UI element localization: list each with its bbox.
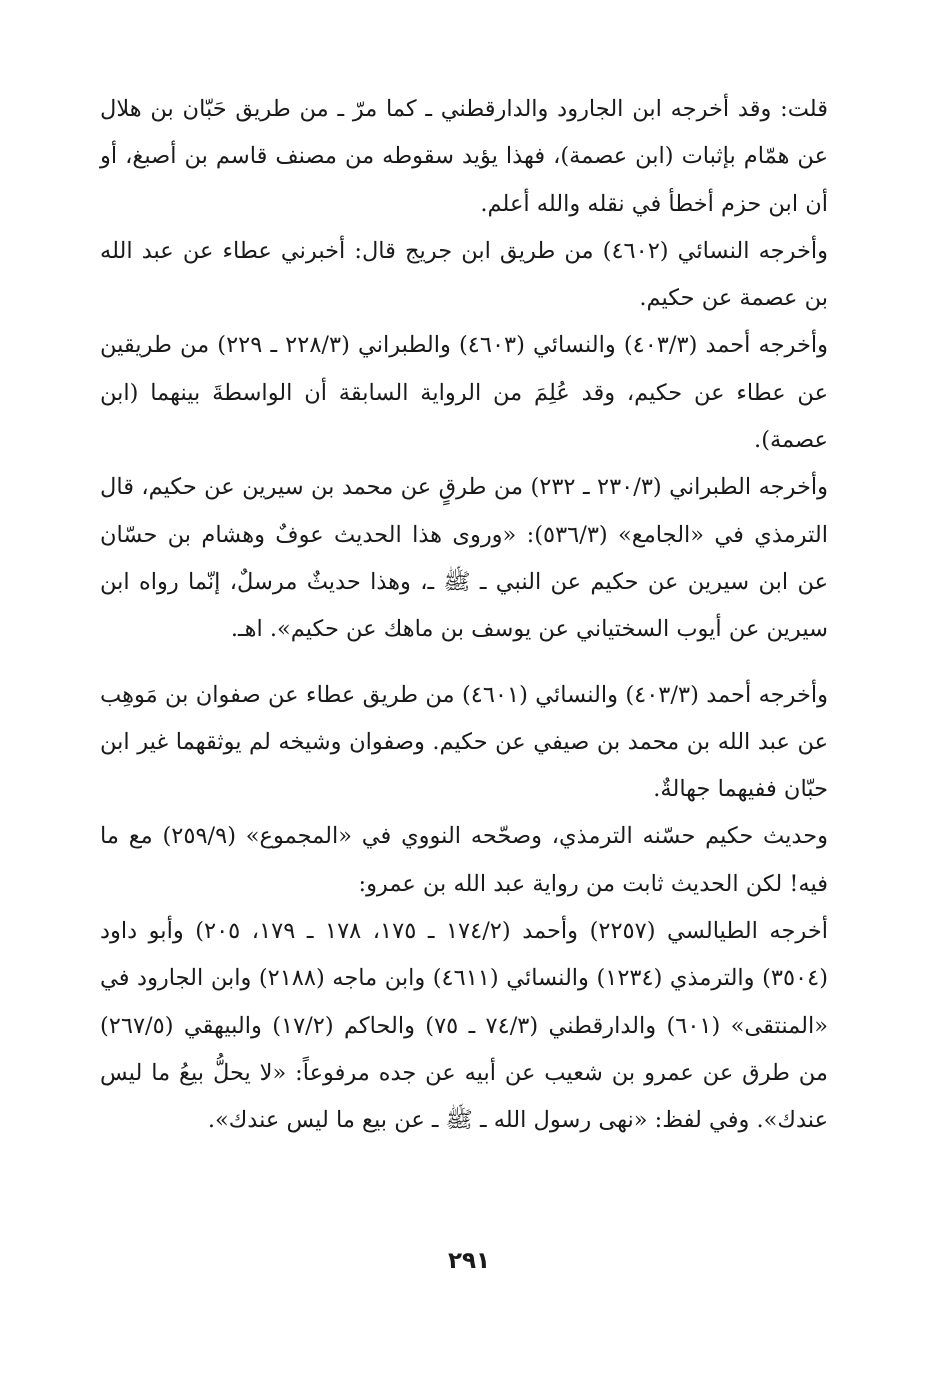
- paragraph-6: وحديث حكيم حسّنه الترمذي، وصحّحه النووي في «المجموع» (٢٥٩/٩) مع ما فيه! لكن الحديث ثابت من رواية عبد الله بن عمرو:: [100, 823, 828, 897]
- body-text: [100, 86, 828, 1145]
- paragraph-7: أخرجه الطيالسي (٢٢٥٧) وأحمد (١٧٤/٢ ـ ١٧٥، ١٧٨ ـ ١٧٩، ٢٠٥) وأبو داود (٣٥٠٤) والترمذي (١٢٣٤) والنسائي (٤٦١١) وابن ماجه (٢١٨٨) وابن الجارود في «المنتقى» (٦٠١) والدارقطني (٧٤/٣ ـ ٧٥) والحاكم (١٧/٢) والبيهقي (٢٦٧/٥) من طرق عن عمرو بن شعيب عن أبيه عن جده مرفوعاً: «لا يحلُّ بيعُ ما ليس عندك». وفي لفظ: «نهى رسول الله ـ ﷺ ـ عن بيع ما ليس عندك».: [100, 918, 829, 1134]
- page-number: ٢٩١: [447, 1248, 491, 1274]
- paragraph-3: وأخرجه أحمد (٤٠٣/٣) والنسائي (٤٦٠٣) والطبراني (٢٢٨/٣ ـ ٢٢٩) من طريقين عن عطاء عن حكيم، وقد عُلِمَ من الرواية السابقة أن الواسطةَ بينهما (ابن عصمة).: [100, 332, 828, 454]
- paragraph-1: قلت: وقد أخرجه ابن الجارود والدارقطني ـ كما مرّ ـ من طريق حَبّان بن هلال عن همّام بإثبات (ابن عصمة)، فهذا يؤيد سقوطه من مصنف قاسم بن أصبغ، أو أن ابن حزم أخطأ في نقله والله أعلم.: [100, 96, 828, 217]
- paragraph-2: وأخرجه النسائي (٤٦٠٢) من طريق ابن جريج قال: أخبرني عطاء عن عبد الله بن عصمة عن حكيم.: [100, 237, 828, 312]
- paragraph-5: وأخرجه أحمد (٤٠٣/٣) والنسائي (٤٦٠١) من طريق عطاء عن صفوان بن مَوهِب عن عبد الله بن محمد بن صيفي عن حكيم. وصفوان وشيخه لم يوثقهما غير ابن حبّان ففيهما جهالةٌ.: [100, 681, 828, 803]
- paragraph-4: وأخرجه الطبراني (٢٣٠/٣ ـ ٢٣٢) من طرقٍ عن محمد بن سيرين عن حكيم، قال الترمذي في «الجامع» (٥٣٦/٣): «وروى هذا الحديث عوفٌ وهشام بن حسّان عن ابن سيرين عن حكيم عن النبي ـ ﷺ ـ، وهذا حديثٌ مرسلٌ، إنّما رواه ابن سيرين عن أيوب السختياني عن يوسف بن ماهك عن حكيم». اهـ.: [100, 474, 828, 643]
